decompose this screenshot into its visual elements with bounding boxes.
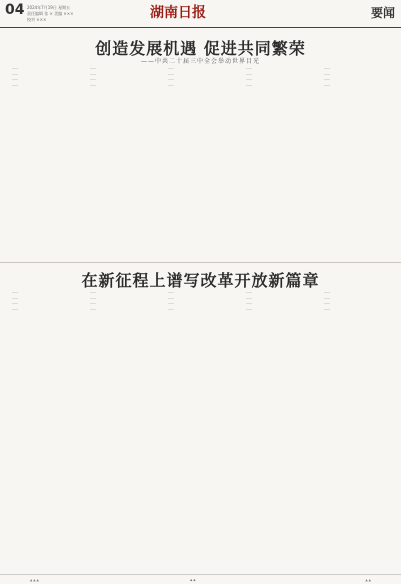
newspaper-masthead: 湖南日报 [150, 5, 206, 21]
issue-meta [27, 5, 87, 23]
meta-line: 责任编辑 张 × 美编 ××× [27, 11, 74, 16]
footer-mark: ◆ ◆ [190, 578, 196, 582]
footer-mark: ▲ ▲ [365, 578, 371, 582]
page-footer [0, 574, 401, 584]
article1-subtitle: ——中共二十届三中全会举动世界目光 [140, 58, 260, 65]
article2-column-1: …… …… …… …… [12, 290, 19, 311]
article1-column-1: …… …… …… …… [12, 66, 19, 87]
page-header [0, 0, 401, 28]
article1-headline: 创造发展机遇 促进共同繁荣 [95, 39, 306, 58]
meta-line: 2024年7月19日 星期五 [27, 5, 71, 10]
page-number: 04 [5, 2, 25, 18]
footer-mark: ▲ ▲ ▲ [30, 578, 39, 582]
article2-column-5: …… …… …… …… [324, 290, 331, 311]
article1-column-4: …… …… …… …… [246, 66, 253, 87]
article2-column-4: …… …… …… …… [246, 290, 253, 311]
article1-column-5: …… …… …… …… [324, 66, 331, 87]
section-label: 要闻 [370, 6, 395, 20]
article2-column-3: …… …… …… …… [168, 290, 175, 311]
article2-headline: 在新征程上谱写改革开放新篇章 [81, 271, 320, 290]
meta-line: 校对 ××× [27, 17, 47, 22]
article1-column-2: …… …… …… …… [90, 66, 97, 87]
section-divider [0, 262, 401, 263]
article1-column-3: …… …… …… …… [168, 66, 175, 87]
article2-column-2: …… …… …… …… [90, 290, 97, 311]
